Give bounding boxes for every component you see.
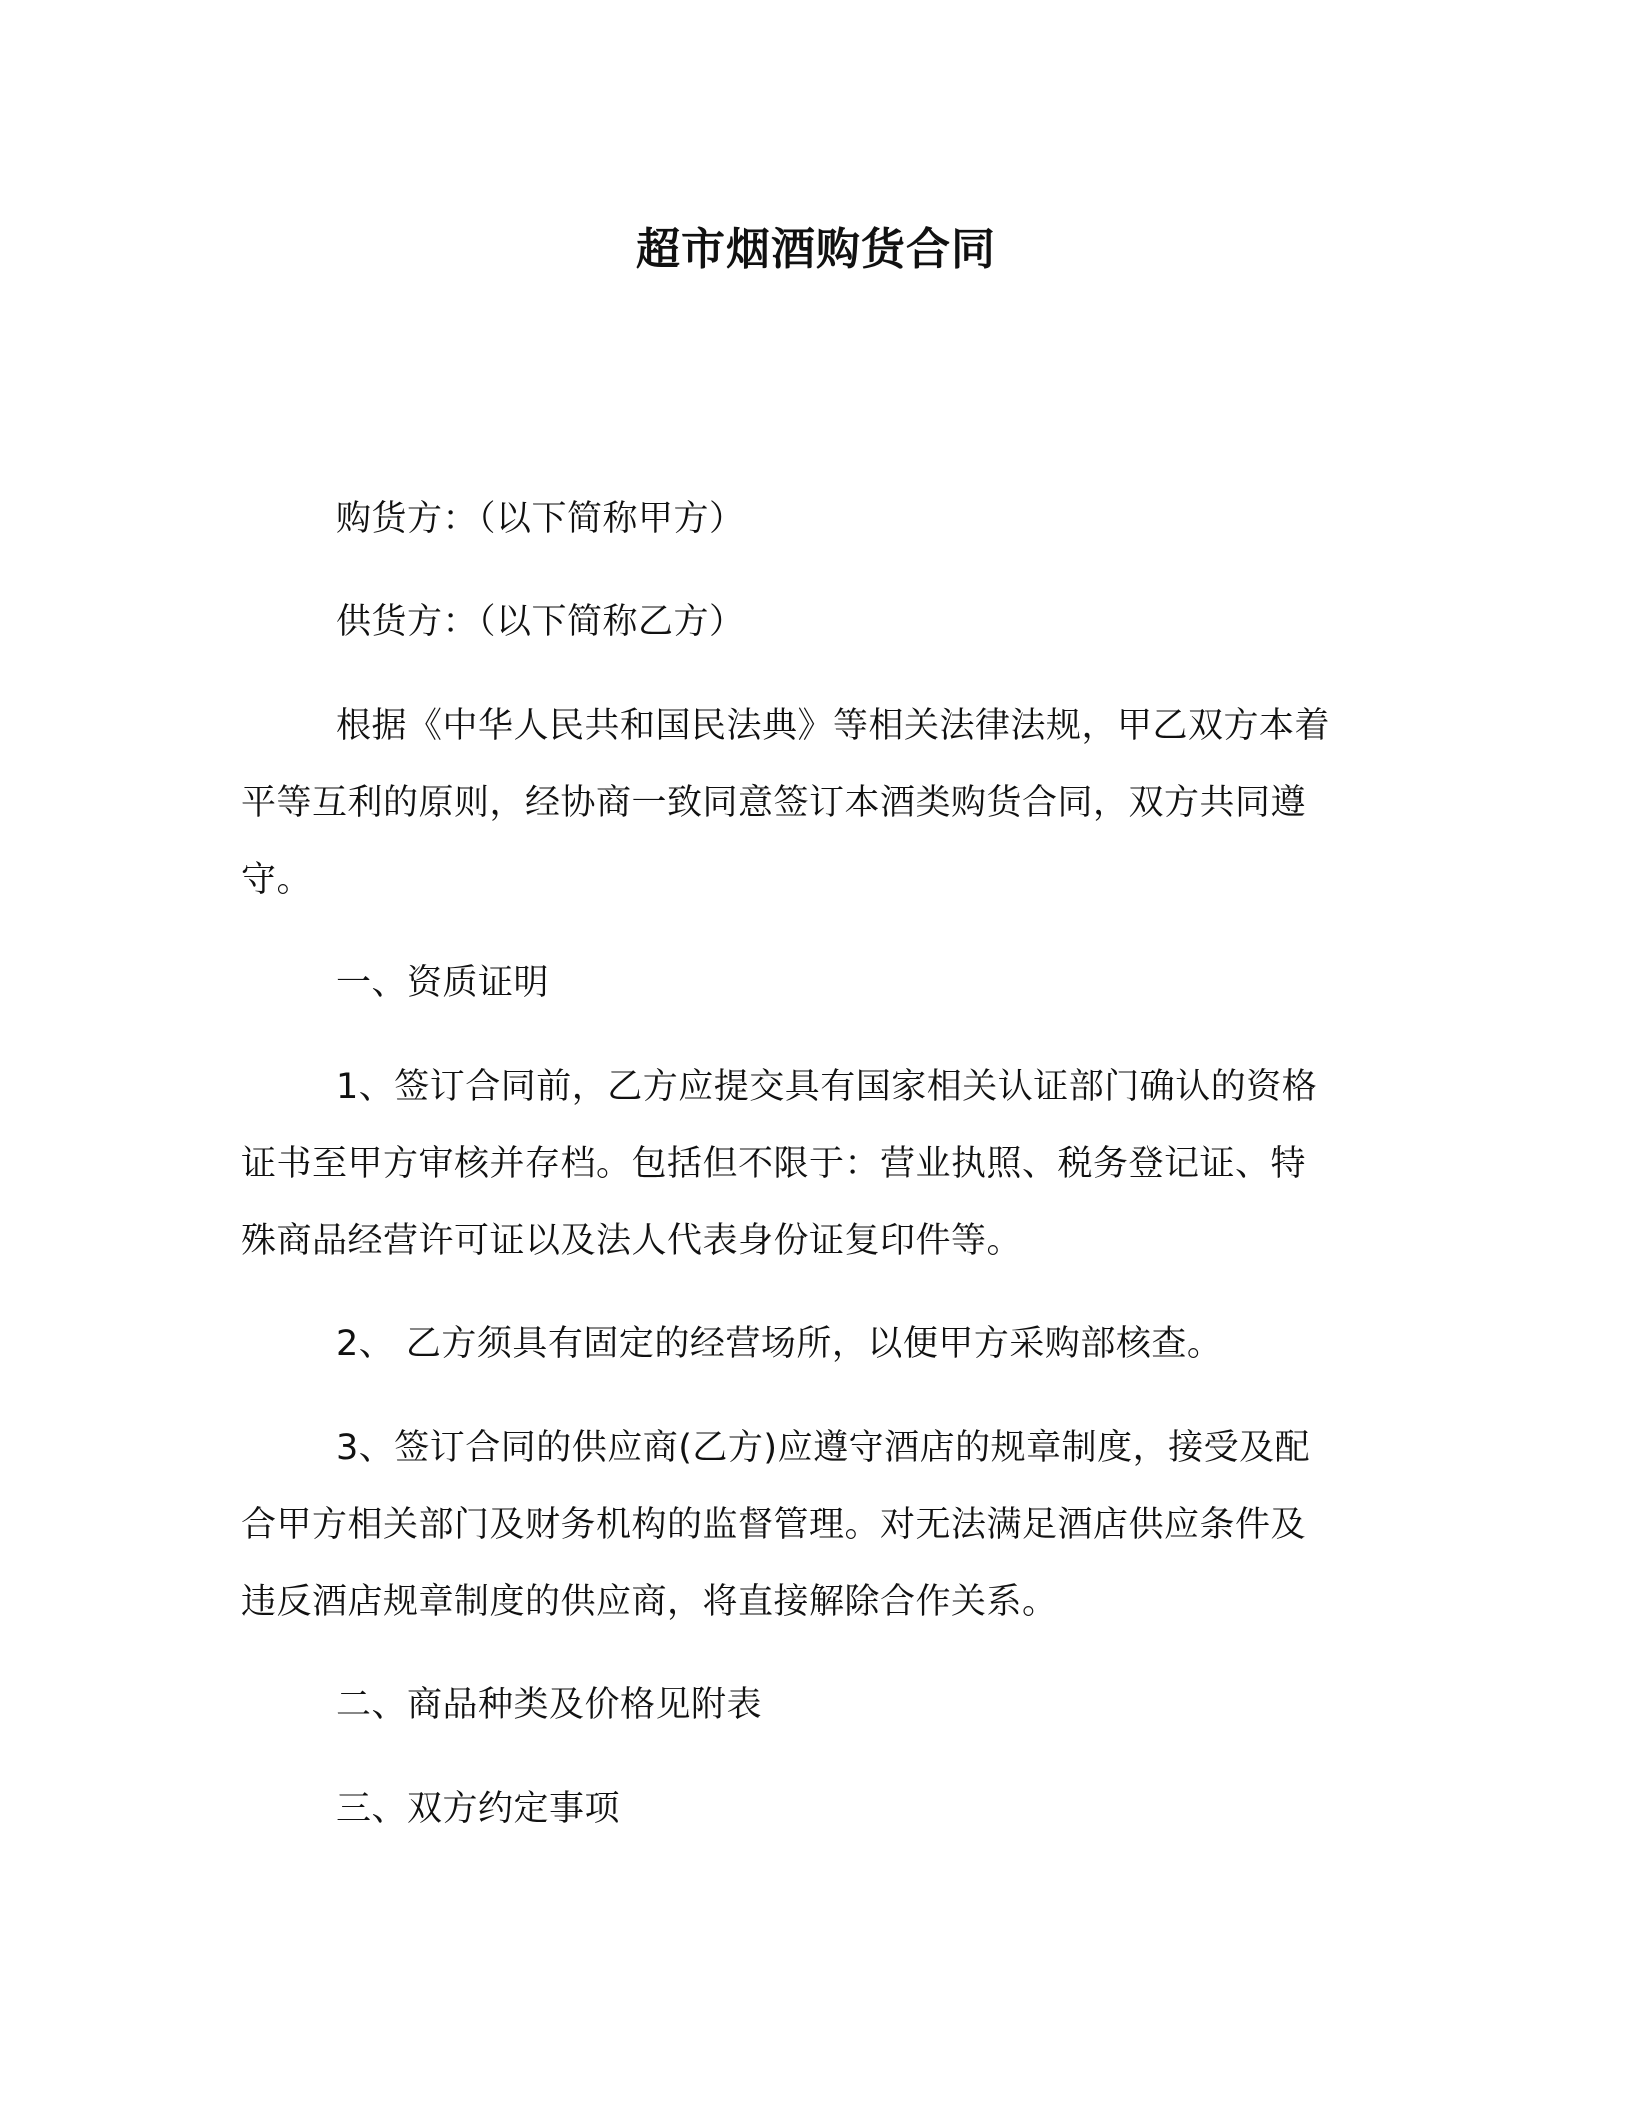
document-title: 超市烟酒购货合同 [636,224,996,275]
item-3-line-2: 合甲方相关部门及财务机构的监督管理。对无法满足酒店供应条件及 [241,1505,1307,1545]
intro-line-2: 平等互利的原则，经协商一致同意签订本酒类购货合同，双方共同遵 [241,783,1307,823]
section-2-heading: 二、商品种类及价格见附表 [336,1685,763,1725]
item-1-line-2: 证书至甲方审核并存档。包括但不限于：营业执照、税务登记证、特 [241,1144,1307,1184]
item-3-line-1: 3、签订合同的供应商(乙方)应遵守酒店的规章制度，接受及配 [336,1428,1311,1468]
buyer-line: 购货方：（以下简称甲方） [336,499,745,539]
section-3-heading: 三、双方约定事项 [336,1789,621,1829]
supplier-line: 供货方：（以下简称乙方） [336,602,745,642]
item-1-line-1: 1、签订合同前，乙方应提交具有国家相关认证部门确认的资格 [336,1067,1318,1107]
item-2-line-1: 2、 乙方须具有固定的经营场所，以便甲方采购部核查。 [336,1324,1223,1364]
section-1-heading: 一、资质证明 [336,963,550,1003]
intro-line-1: 根据《中华人民共和国民法典》等相关法律法规，甲乙双方本着 [336,706,1331,746]
item-3-line-3: 违反酒店规章制度的供应商，将直接解除合作关系。 [241,1582,1058,1622]
intro-line-3: 守。 [241,860,313,900]
item-1-line-3: 殊商品经营许可证以及法人代表身份证复印件等。 [241,1221,1023,1261]
